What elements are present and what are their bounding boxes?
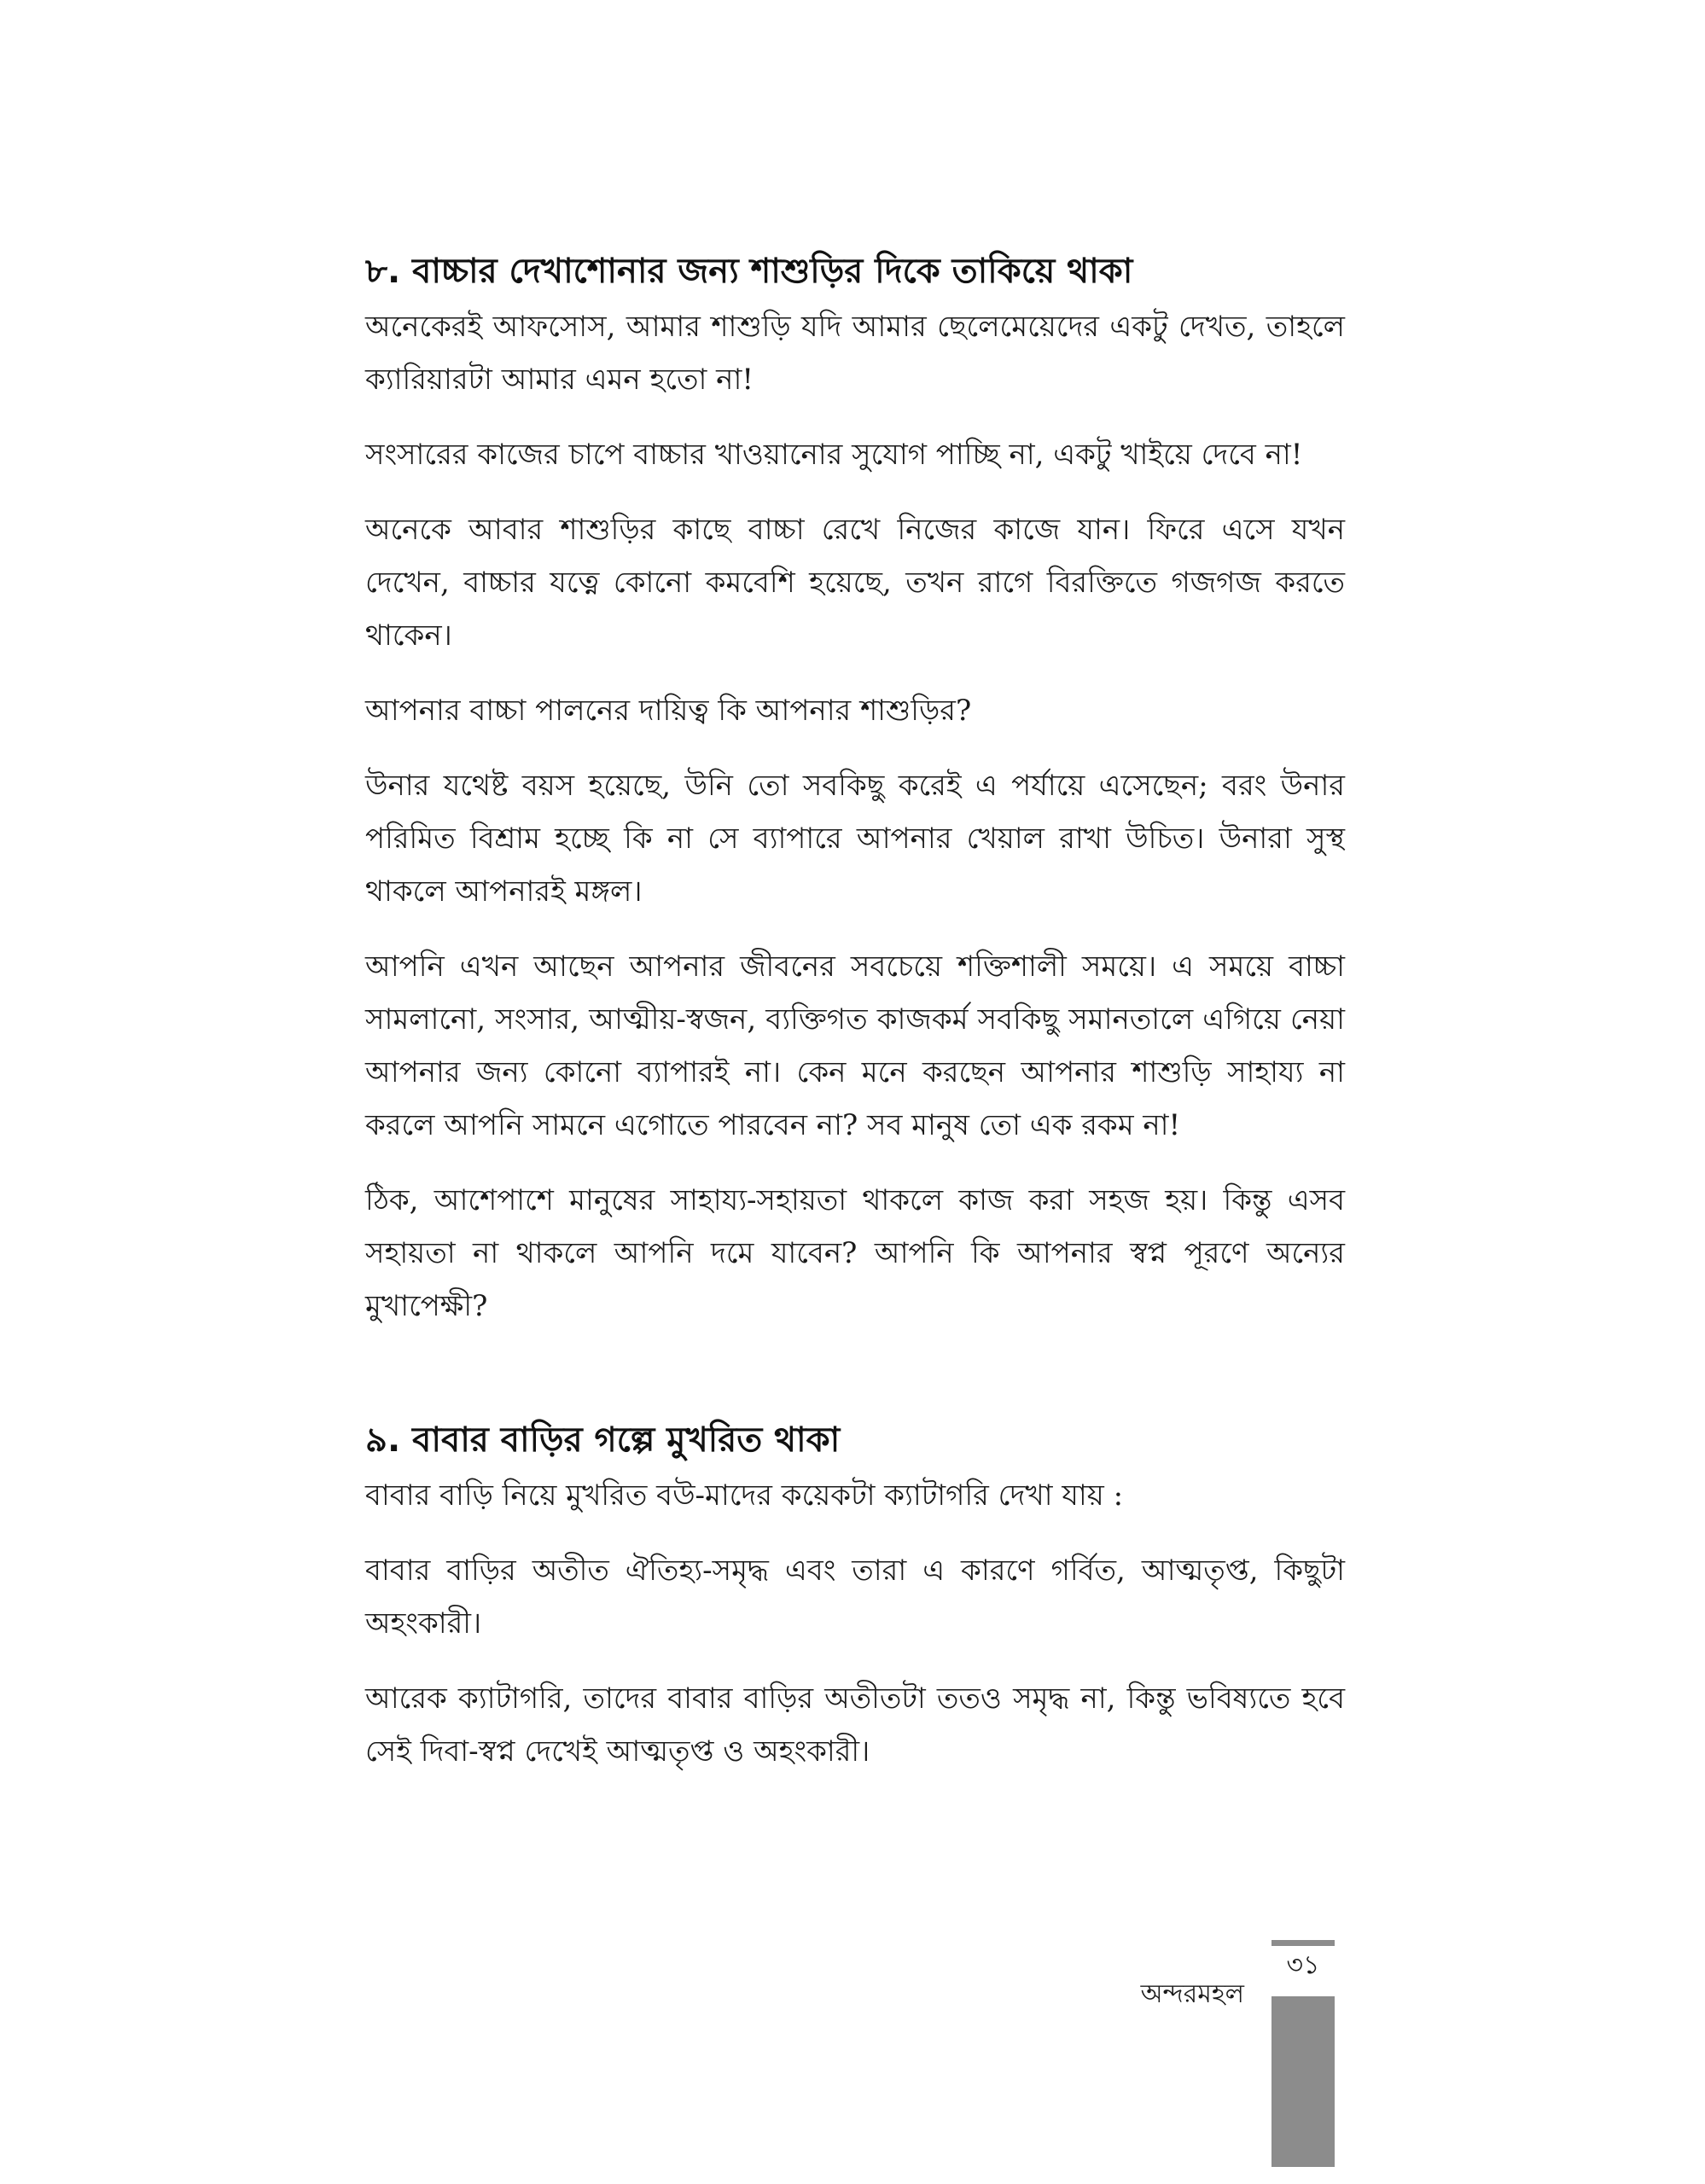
page-tab-divider [1271, 1940, 1335, 1946]
section-9 [365, 1416, 1345, 1778]
section-8 [365, 247, 1345, 1333]
section-title: ৮. বাচ্চার দেখাশোনার জন্য শাশুড়ির দিকে তাকিয়ে থাকা [365, 252, 1133, 291]
section-spacer [365, 1355, 1345, 1416]
paragraph: বাবার বাড়ি নিয়ে মুখরিত বউ-মাদের কয়েকটা ক্যাটাগরি দেখা যায় : [365, 1478, 1124, 1513]
paragraph: আরেক ক্যাটাগরি, তাদের বাবার বাড়ির অতীতটা ততও সমৃদ্ধ না, কিন্তু ভবিষ্যতে হবে সেই দিবা-স্বপ্ন দেখেই আত্মতৃপ্ত ও অহংকারী। [365, 1682, 1345, 1769]
paragraph: উনার যথেষ্ট বয়স হয়েছে, উনি তো সবকিছু করেই এ পর্যায়ে এসেছেন; বরং উনার পরিমিত বিশ্রাম হচ্ছে কি না সে ব্যাপারে আপনার খেয়াল রাখা উচিত। উনারা সুস্থ থাকলে আপনারই মঙ্গল। [365, 769, 1345, 909]
paragraph: বাবার বাড়ির অতীত ঐতিহ্য-সমৃদ্ধ এবং তারা এ কারণে গর্বিত, আত্মতৃপ্ত, কিছুটা অহংকারী। [365, 1554, 1345, 1641]
book-title: অন্দরমহল [1140, 1979, 1244, 2009]
page-content [365, 247, 1345, 1800]
paragraph: অনেকে আবার শাশুড়ির কাছে বাচ্চা রেখে নিজের কাজে যান। ফিরে এসে যখন দেখেন, বাচ্চার যত্নে কোনো কমবেশি হয়েছে, তখন রাগে বিরক্তিতে গজগজ করতে থাকেন। [365, 513, 1345, 653]
section-title: ৯. বাবার বাড়ির গল্পে মুখরিত থাকা [365, 1420, 841, 1460]
paragraph: ঠিক, আশেপাশে মানুষের সাহায্য-সহায়তা থাকলে কাজ করা সহজ হয়। কিন্তু এসব সহায়তা না থাকলে আপনি দমে যাবেন? আপনি কি আপনার স্বপ্ন পূরণে অন্যের মুখাপেক্ষী? [365, 1183, 1345, 1323]
paragraph: আপনার বাচ্চা পালনের দায়িত্ব কি আপনার শাশুড়ির? [365, 694, 972, 728]
paragraph: অনেকেরই আফসোস, আমার শাশুড়ি যদি আমার ছেলেমেয়েদের একটু দেখত, তাহলে ক্যারিয়ারটা আমার এমন হতো না! [365, 310, 1345, 397]
page-tab-bar [1271, 1996, 1335, 2167]
page-number: ৩১ [1286, 1950, 1320, 1980]
paragraph: সংসারের কাজের চাপে বাচ্চার খাওয়ানোর সুযোগ পাচ্ছি না, একটু খাইয়ে দেবে না! [365, 438, 1303, 472]
paragraph: আপনি এখন আছেন আপনার জীবনের সবচেয়ে শক্তিশালী সময়ে। এ সময়ে বাচ্চা সামলানো, সংসার, আত্মীয়-স্বজন, ব্যক্তিগত কাজকর্ম সবকিছু সমানতালে এগিয়ে নেয়া আপনার জন্য কোনো ব্যাপারই না। কেন মনে করছেন আপনার শাশুড়ি সাহায্য না করলে আপনি সামনে এগোতে পারবেন না? সব মানুষ তো এক রকম না! [365, 950, 1345, 1142]
